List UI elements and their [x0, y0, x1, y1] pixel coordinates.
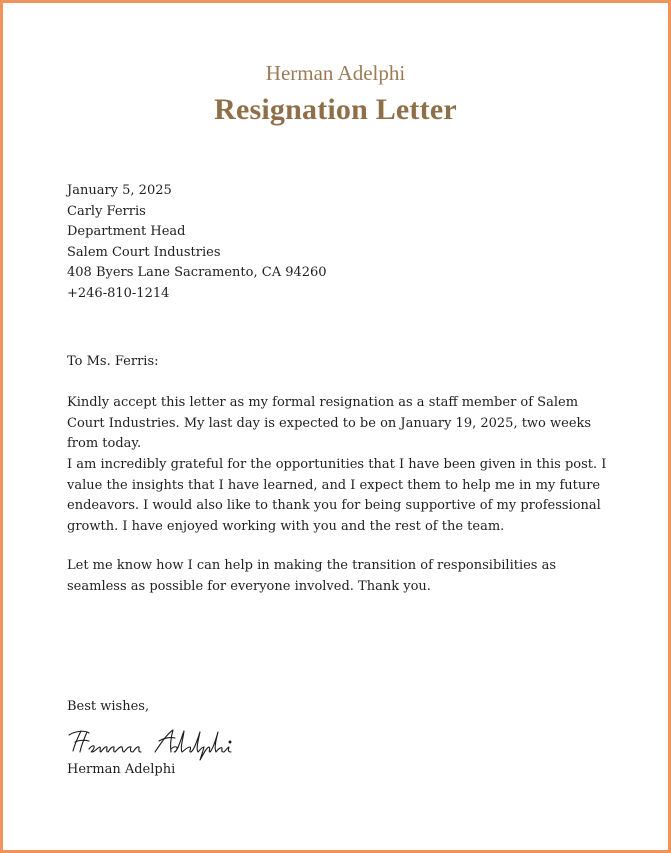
recipient-name: Carly Ferris — [67, 203, 146, 219]
body-paragraph-3 — [67, 556, 615, 597]
signed-name: Herman Adelphi — [67, 762, 176, 777]
recipient-company: Salem Court Industries — [67, 244, 221, 260]
header-author-name: Herman Adelphi — [265, 61, 406, 85]
paragraph-text: I am incredibly grateful for the opportunities that I have been given in this post. I value the insights that I have learned, and I expect them to help me in my future endeavors. I would also like to thank you for being supportive of my professional growth. I have enjoyed working with you and the rest of the team. — [67, 457, 607, 534]
recipient-title: Department Head — [67, 224, 186, 239]
document-title: Resignation Letter — [214, 93, 457, 126]
address-block — [67, 181, 615, 304]
salutation: To Ms. Ferris: — [67, 354, 159, 369]
recipient-phone: +246-810-1214 — [67, 285, 170, 301]
letter-date: January 5, 2025 — [67, 183, 172, 198]
paragraph-text: Kindly accept this letter as my formal resignation as a staff member of Salem Court Industries. My last day is expected to be on January 19, 2025, two weeks from today. — [67, 395, 592, 451]
paragraph-text: Let me know how I can help in making the transition of responsibilities as seamless as possible for everyone involved. Thank you. — [67, 558, 557, 594]
recipient-address: 408 Byers Lane Sacramento, CA 94260 — [67, 265, 327, 280]
body-paragraph-2 — [67, 455, 615, 537]
body-paragraph-1 — [67, 393, 615, 455]
handwritten-signature — [67, 725, 267, 761]
closing-line: Best wishes, — [67, 699, 150, 714]
